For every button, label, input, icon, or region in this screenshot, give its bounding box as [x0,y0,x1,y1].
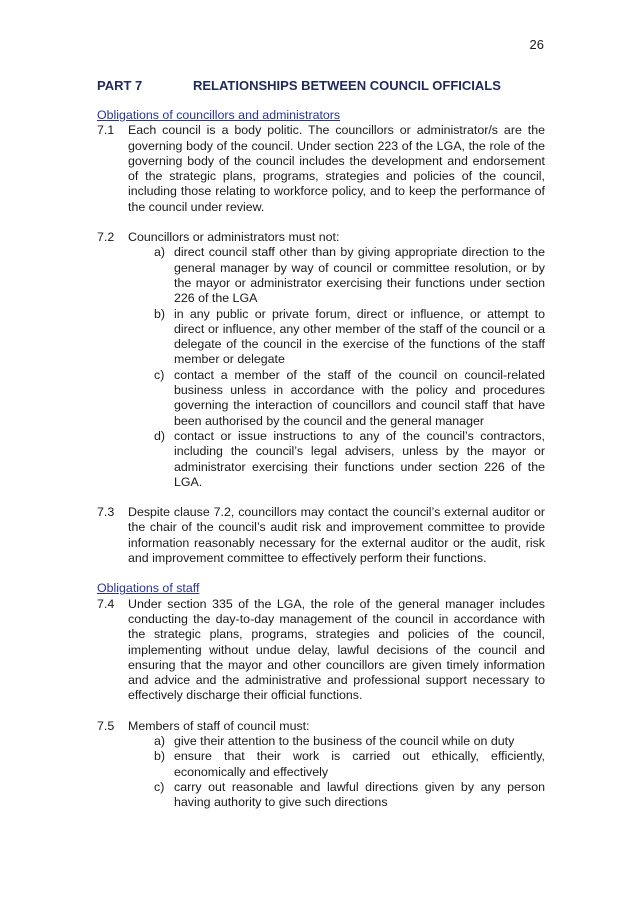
list-item [128,368,545,429]
item-text: direct council staff other than by giving appropriate direction to the general manager by way of council or committee resolution, or by the mayor or administrator exercising their functions under section 226 of the LGA [174,245,545,306]
list-item [128,245,545,306]
clause-number: 7.3 [97,505,115,520]
clause-7-5 [97,719,545,811]
clause-number: 7.2 [97,230,115,245]
item-text: carry out reasonable and lawful directions given by any person having authority to give such directions [174,779,545,810]
item-text: ensure that their work is carried out ethically, efficiently, economically and effectively [174,749,545,779]
clause-7-1 [97,123,545,215]
clause-7-2 [97,230,545,490]
sub-list [128,245,545,490]
clause-number: 7.1 [97,123,115,138]
clause-7-4 [97,597,545,704]
clause-text: Despite clause 7.2, councillors may contact the council’s external auditor or the chair of the council’s audit risk and improvement committee to provide information reasonably necessary for the external auditor or the audit, risk and improvement committee to effectively perform their functions. [128,505,545,566]
part-title: RELATIONSHIPS BETWEEN COUNCIL OFFICIALS [193,78,501,93]
sub-list [128,734,545,810]
clause-text: Councillors or administrators must not: [128,230,340,245]
clause-text: Each council is a body politic. The councillors or administrator/s are the governing body of the council. Under section 223 of the LGA, the role of the governing body of the council includes the development and endorsement of the strategic plans, programs, strategies and policies of the council, including those relating to workforce policy, and to keep the performance of the council under review. [128,123,545,214]
item-text: contact or issue instructions to any of the council’s contractors, including the council’s legal advisers, unless by the mayor or administrator exercising their functions under section 226 of the LGA. [174,428,545,489]
list-item [128,307,545,368]
section-heading: Obligations of staff [97,581,200,596]
item-letter: b) [154,749,166,764]
part-heading [97,78,501,93]
item-text: give their attention to the business of the council while on duty [174,733,515,748]
item-letter: b) [154,306,166,321]
clause-number: 7.4 [97,596,115,611]
item-letter: a) [154,733,166,748]
item-letter: c) [154,367,165,382]
list-item [128,749,545,780]
clause-text: Members of staff of council must: [128,718,310,733]
page-number: 26 [529,37,544,52]
list-item [128,734,545,749]
item-text: in any public or private forum, direct or influence, or attempt to direct or influence, any other member of the staff of the council or a delegate of the council in the exercise of the functions of the staff member or delegate [174,306,545,367]
list-item [128,429,545,490]
section-heading: Obligations of councillors and administrators [97,108,341,122]
item-letter: d) [154,428,166,443]
clause-text: Under section 335 of the LGA, the role of the general manager includes conducting the day-to-day management of the council in accordance with the strategic plans, programs, strategies and policies of the council, implementing without undue delay, lawful decisions of the council and ensuring that the mayor and other councillors are given timely information and advice and the administrative and professional support necessary to effectively discharge their official functions. [128,596,545,703]
item-text: contact a member of the staff of the council on council-related business unless in accordance with the policy and procedures governing the interaction of councillors and council staff that have been authorised by the council and the general manager [174,367,545,428]
part-number: PART 7 [97,78,143,93]
document-body [97,108,545,825]
list-item [128,780,545,811]
item-letter: c) [154,779,165,794]
clause-7-3 [97,505,545,566]
clause-number: 7.5 [97,718,115,733]
item-letter: a) [154,245,166,260]
